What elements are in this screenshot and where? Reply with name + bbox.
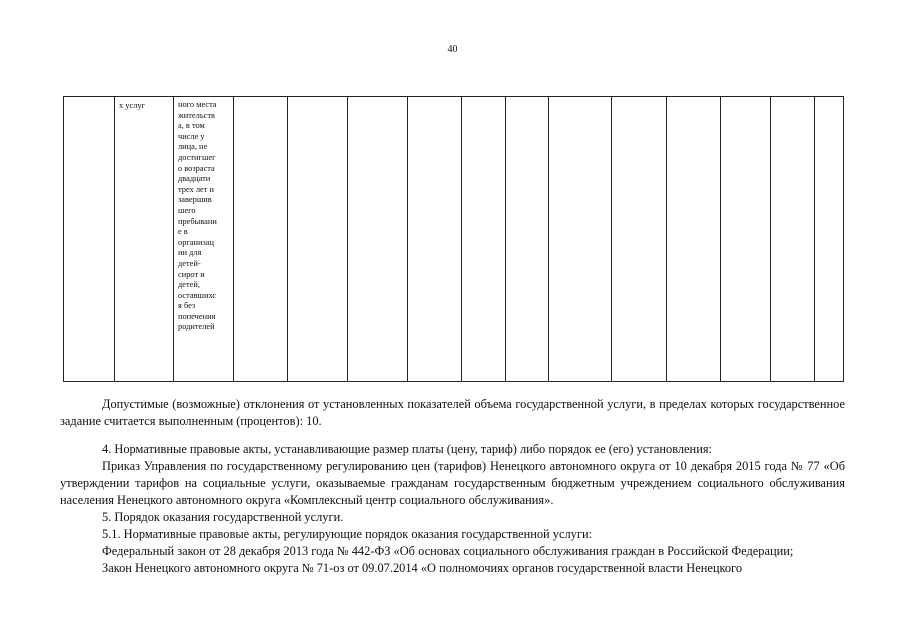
table-cell-empty [348,97,408,382]
document-body [60,396,845,577]
table-cell-empty [234,97,288,382]
section-4-heading: 4. Нормативные правовые акты, устанавливающие размер платы (цену, тариф) либо порядок ее (его) установления: [102,442,712,456]
service-name-cell: х услуг [115,97,174,382]
section-5-1-heading: 5.1. Нормативные правовые акты, регулирующие порядок оказания государственной услуги: [102,527,593,541]
table-cell-empty [288,97,348,382]
table-cell-empty [815,97,844,382]
deviation-paragraph: Допустимые (возможные) отклонения от установленных показателей объема государственной услуги, в пределах которых государственное задание считается выполненным (процентов): 10. [60,397,845,428]
table-cell-empty [667,97,721,382]
table-cell-empty [612,97,667,382]
table-cell-empty [549,97,612,382]
table-cell-empty [506,97,549,382]
table-cell-empty [408,97,462,382]
table-cell-empty [462,97,506,382]
table-cell-empty [721,97,771,382]
section-5-heading: 5. Порядок оказания государственной услуги. [102,510,344,524]
regional-law-paragraph: Закон Ненецкого автономного округа № 71-оз от 09.07.2014 «О полномочиях органов государственной власти Ненецкого [102,561,743,575]
tariff-order-paragraph: Приказ Управления по государственному регулированию цен (тарифов) Ненецкого автономного округа от 10 декабря 2015 года № 77 «Об утверждении тарифов на социальные услуги, оказываемые гражданам государственным бюджетным учреждением социального обслуживания населения Ненецкого автономного округа «Комплексный центр социального обслуживания». [60,459,845,507]
service-description-cell: ного места жительств а, в том числе у лица, не достигшег о возраста двадцати трех лет и завершив шего пребывани е в организац ии для детей- сирот и детей, оставшихс я без попечения родителей [174,97,234,382]
table-cell-empty [771,97,815,382]
table-row [64,97,844,382]
page-number: 40 [447,44,458,55]
continuation-table [63,96,844,382]
federal-law-paragraph: Федеральный закон от 28 декабря 2013 года № 442-ФЗ «Об основах социального обслуживания граждан в Российской Федерации; [102,544,794,558]
table-cell-empty [64,97,115,382]
